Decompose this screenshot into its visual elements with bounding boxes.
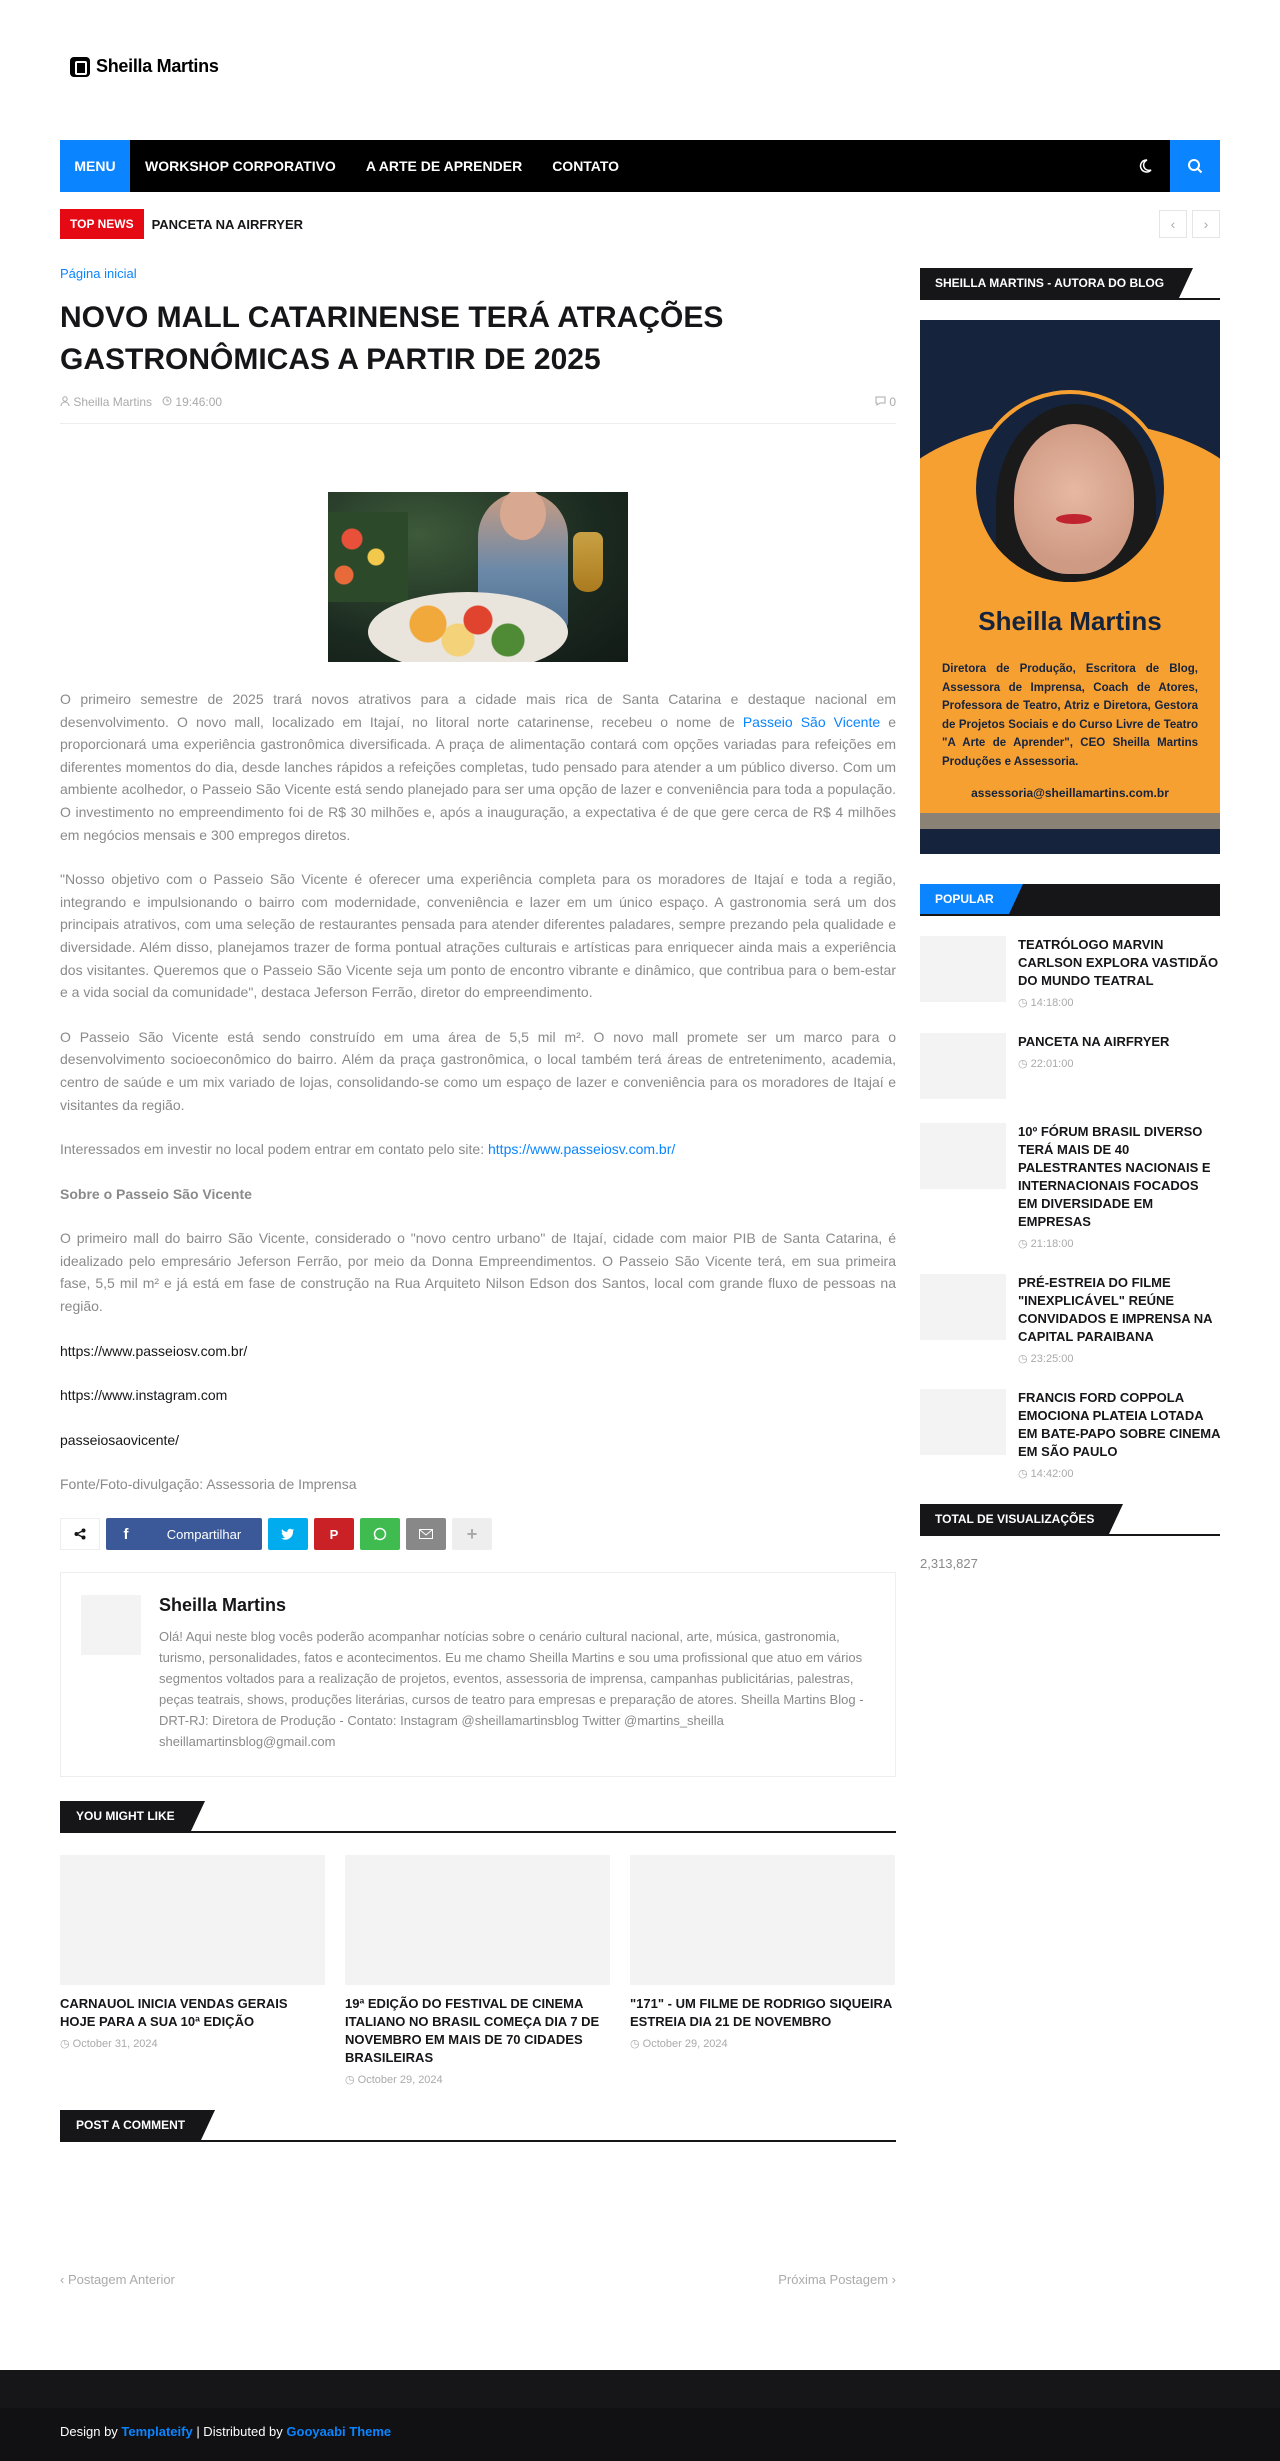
nav-item-contato[interactable]: CONTATO xyxy=(552,158,620,174)
related-thumb[interactable] xyxy=(630,1855,895,1985)
comments-number: 0 xyxy=(889,395,896,409)
comments-heading: POST A COMMENT xyxy=(60,2110,896,2142)
time-meta xyxy=(162,395,222,409)
popular-time: ◷ 14:18:00 xyxy=(1018,997,1074,1009)
popular-title[interactable]: TEATRÓLOGO MARVIN CARLSON EXPLORA VASTIDÃO DO MUNDO TEATRAL xyxy=(1018,937,1219,988)
pinterest-share-button[interactable] xyxy=(314,1518,354,1550)
popular-thumb[interactable] xyxy=(920,1033,1006,1099)
views-heading: TOTAL DE VISUALIZAÇÕES xyxy=(920,1504,1220,1536)
paragraph: O primeiro mall do bairro São Vicente, considerado o "novo centro urbano" de Itajaí, cidade com maior PIB de Santa Catarina, é idealizado pelo empresário Jeferson Ferrão, por meio da Donna Empreendimentos. O Passeio São Vicente terá, em sua primeira fase, 5,5 mil m² e já está em fase de construção na Rua Arquiteto Nilson Edson dos Santos, local com grande fluxo de pessoas na região. xyxy=(60,1230,896,1315)
related-card[interactable] xyxy=(345,1855,610,2086)
popular-title[interactable]: 10º FÓRUM BRASIL DIVERSO TERÁ MAIS DE 40 PALESTRANTES NACIONAIS E INTERNACIONAIS FOCADOS EM DIVERSIDADE EM EMPRESAS xyxy=(1018,1124,1211,1229)
popular-item[interactable] xyxy=(920,1123,1220,1250)
paragraph: "Nosso objetivo com o Passeio São Vicente é oferecer uma experiência completa para os moradores de Itajaí e toda a região, integrando e impulsionando o bairro com modernidade, conveniência e lazer em um único espaço. A gastronomia será um dos principais atrativos, com uma seleção de restaurantes pensada para atender diferentes paladares, sempre prezando pela qualidade e diversidade. Além disso, planejamos trazer de forma pontual atrações culturais e artísticas para enriquecer ainda mais a experiência dos visitantes. Queremos que o Passeio São Vicente seja um ponto de encontro vibrante e dinâmico, que contribua para o bem-estar e a vida social da comunidade", destaca Jeferson Ferrão, diretor do empreendimento. xyxy=(60,871,896,1001)
popular-thumb[interactable] xyxy=(920,1389,1006,1455)
site-header xyxy=(60,0,1220,140)
profile-photo xyxy=(972,390,1168,586)
breadcrumb[interactable]: Página inicial xyxy=(60,266,137,281)
author-avatar xyxy=(81,1595,141,1655)
post-author: Sheilla Martins xyxy=(73,395,153,409)
nav-item-workshop[interactable]: WORKSHOP CORPORATIVO xyxy=(145,158,336,174)
related-card[interactable] xyxy=(630,1855,895,2086)
page xyxy=(60,0,1220,2461)
paragraph: Interessados em investir no local podem entrar em contato pelo site: https://www.passeiosv.com.br/ xyxy=(60,1141,676,1158)
user-icon xyxy=(60,396,70,406)
popular-list xyxy=(920,936,1220,1480)
related-title[interactable]: 19ª EDIÇÃO DO FESTIVAL DE CINEMA ITALIANO NO BRASIL COMEÇA DIA 7 DE NOVEMBRO EM MAIS DE 70 CIDADES BRASILEIRAS xyxy=(345,1996,600,2066)
related-date: ◷ October 31, 2024 xyxy=(60,2038,158,2051)
ticker-prev-button[interactable]: ‹ xyxy=(1159,210,1187,238)
sidebar xyxy=(920,268,1220,1571)
twitter-icon xyxy=(281,1528,295,1540)
related-thumb[interactable] xyxy=(60,1855,325,1985)
envelope-icon xyxy=(419,1529,433,1539)
subheading: Sobre o Passeio São Vicente xyxy=(60,1185,252,1202)
author-bio: Olá! Aqui neste blog vocês poderão acompanhar notícias sobre o cenário cultural nacional, arte, música, gastronomia, turismo, personalidades, fatos e acontecimentos. Eu me chamo Sheilla Martins e sou uma profissional que atuo em vários segmentos voltados para a realização de projetos, eventos, assessoria de imprensa, campanhas publicitárias, palestras, peças teatrais, shows, produções literárias, cursos de teatro para empresas e preparação de atores. Sheilla Martins Blog - DRT-RJ: Diretora de Produção - Contato: Instagram @sheillamartinsblog Twitter @martins_sheilla sheillamartinsblog@gmail.com xyxy=(159,1629,864,1750)
popular-time: ◷ 21:18:00 xyxy=(1018,1238,1074,1250)
author-meta[interactable] xyxy=(60,395,152,409)
ticker-headline[interactable]: PANCETA NA AIRFRYER xyxy=(151,216,304,232)
footer-credits: Design by Templateify | Distributed by Gooyaabi Theme xyxy=(60,2424,392,2439)
author-name[interactable]: Sheilla Martins xyxy=(159,1595,287,1616)
profile-widget-heading: SHEILLA MARTINS - AUTORA DO BLOG xyxy=(920,268,1220,300)
related-posts xyxy=(60,1855,896,2086)
popular-thumb[interactable] xyxy=(920,1123,1006,1189)
whatsapp-icon xyxy=(373,1527,387,1541)
related-thumb[interactable] xyxy=(345,1855,610,1985)
site-logo[interactable] xyxy=(70,56,219,77)
plus-icon: + xyxy=(466,1523,478,1544)
related-title[interactable]: "171" - UM FILME DE RODRIGO SIQUEIRA ESTREIA DIA 21 DE NOVEMBRO xyxy=(630,1996,892,2030)
main-content xyxy=(60,266,896,2287)
popular-heading: POPULAR xyxy=(920,884,1220,916)
popular-item[interactable] xyxy=(920,1033,1220,1099)
popular-time: ◷ 23:25:00 xyxy=(1018,1353,1074,1365)
search-icon xyxy=(1187,158,1203,174)
views-count: 2,313,827 xyxy=(920,1556,978,1571)
ticker-next-button[interactable]: › xyxy=(1192,210,1220,238)
share-bar xyxy=(60,1518,896,1550)
related-date: ◷ October 29, 2024 xyxy=(630,2038,728,2051)
more-share-button[interactable] xyxy=(452,1518,492,1550)
nav-item-arte-de-aprender[interactable]: A ARTE DE APRENDER xyxy=(365,158,523,174)
image-glass xyxy=(573,532,603,592)
clock-icon xyxy=(162,396,172,406)
news-ticker xyxy=(60,208,1220,240)
designer-link[interactable]: Templateify xyxy=(121,2424,193,2439)
twitter-share-button[interactable] xyxy=(268,1518,308,1550)
dark-mode-toggle[interactable] xyxy=(1120,140,1170,192)
related-title[interactable]: CARNAUOL INICIA VENDAS GERAIS HOJE PARA A SUA 10ª EDIÇÃO xyxy=(60,1996,288,2030)
search-button[interactable] xyxy=(1170,140,1220,192)
popular-thumb[interactable] xyxy=(920,936,1006,1002)
share-icon xyxy=(60,1518,100,1550)
comment-area xyxy=(60,2142,896,2272)
facebook-icon: f xyxy=(123,1525,129,1543)
facebook-share-label: Compartilhar xyxy=(166,1526,242,1542)
profile-name: Sheilla Martins xyxy=(978,606,1162,636)
post-time: 19:46:00 xyxy=(175,395,223,409)
popular-time: ◷ 22:01:00 xyxy=(1018,1058,1074,1070)
popular-item[interactable] xyxy=(920,1274,1220,1365)
passeio-link[interactable]: Passeio São Vicente xyxy=(742,713,881,730)
author-box xyxy=(60,1572,896,1777)
popular-item[interactable] xyxy=(920,936,1220,1009)
whatsapp-share-button[interactable] xyxy=(360,1518,400,1550)
popular-thumb[interactable] xyxy=(920,1274,1006,1340)
image-flowers xyxy=(328,512,408,602)
related-date: ◷ October 29, 2024 xyxy=(345,2074,443,2087)
top-news-badge: TOP NEWS xyxy=(60,209,144,239)
post-image xyxy=(328,492,628,662)
next-post-link[interactable]: Próxima Postagem › xyxy=(778,2272,896,2288)
popular-title[interactable]: PANCETA NA AIRFRYER xyxy=(1018,1034,1170,1049)
related-card[interactable] xyxy=(60,1855,325,2086)
popular-title[interactable]: FRANCIS FORD COPPOLA EMOCIONA PLATEIA LOTADA EM BATE-PAPO SOBRE CINEMA EM SÃO PAULO xyxy=(1018,1390,1220,1459)
post-title: NOVO MALL CATARINENSE TERÁ ATRAÇÕES GASTRONÔMICAS A PARTIR DE 2025 xyxy=(60,301,724,376)
comment-icon xyxy=(875,396,886,406)
profile-banner[interactable] xyxy=(920,320,1220,854)
popular-title[interactable]: PRÉ-ESTREIA DO FILME "INEXPLICÁVEL" REÚNE CONVIDADOS E IMPRENSA NA CAPITAL PARAIBANA xyxy=(1018,1275,1213,1344)
email-share-button[interactable] xyxy=(406,1518,446,1550)
source-credit: Fonte/Foto-divulgação: Assessoria de Imprensa xyxy=(60,1476,357,1493)
popular-time: ◷ 14:42:00 xyxy=(1018,1468,1074,1480)
blogger-icon xyxy=(70,57,90,77)
instagram-url: https://www.instagram.com xyxy=(60,1387,228,1404)
logo-text: Sheilla Martins xyxy=(96,56,219,76)
site-link[interactable]: https://www.passeiosv.com.br/ xyxy=(488,1141,676,1158)
profile-email: assessoria@sheillamartins.com.br xyxy=(971,786,1169,800)
post-body xyxy=(60,688,896,1496)
site-footer xyxy=(0,2370,1280,2461)
image-plate xyxy=(368,592,568,662)
moon-icon xyxy=(1137,158,1153,174)
paragraph: O Passeio São Vicente está sendo construído em uma área de 5,5 mil m². O novo mall promete ser um marco para o desenvolvimento socioeconômico do bairro. Além da praça gastronômica, o local também terá áreas de entretenimento, academia, centro de saúde e um mix variado de lojas, consolidando-se como um espaço de lazer e conveniência para os moradores de Itajaí e visitantes da região. xyxy=(60,1028,896,1113)
post-meta xyxy=(60,395,896,424)
menu-button[interactable]: MENU xyxy=(60,140,130,192)
main-nav xyxy=(60,140,1220,192)
instagram-handle: passeiosaovicente/ xyxy=(60,1431,180,1448)
profile-description: Diretora de Produção, Escritora de Blog, Assessora de Imprensa, Coach de Atores, Professora de Teatro, Atriz e Diretora, Gestora de Projetos Sociais e do Curso Livre de Teatro "A Arte de Aprender", CEO Sheilla Martins Produções e Assessoria. xyxy=(942,663,1198,768)
post-pager xyxy=(60,2272,896,2287)
comments-count[interactable] xyxy=(875,395,896,409)
facebook-share-button[interactable] xyxy=(106,1518,262,1550)
website-url: https://www.passeiosv.com.br/ xyxy=(60,1342,248,1359)
pinterest-icon: P xyxy=(329,1526,339,1542)
popular-item[interactable] xyxy=(920,1389,1220,1480)
distributor-link[interactable]: Gooyaabi Theme xyxy=(286,2424,392,2439)
related-heading: YOU MIGHT LIKE xyxy=(60,1801,896,1833)
prev-post-link[interactable]: ‹ Postagem Anterior xyxy=(60,2272,175,2288)
paragraph: O primeiro semestre de 2025 trará novos atrativos para a cidade mais rica de Santa Catarina e destaque nacional em desenvolvimento. O novo mall, localizado em Itajaí, no litoral norte catarinense, recebeu o nome de Passeio São Vicente e proporcionará uma experiência gastronômica diversificada. A praça de alimentação contará com opções variadas para refeições em diferentes momentos do dia, desde lanches rápidos a refeições completas, tudo pensado para atender a um público diverso. Com um ambiente acolhedor, o Passeio São Vicente está sendo planejado para ser uma opção de lazer e conveniência para toda a população. O investimento no empreendimento foi de R$ 30 milhões e, após a inauguração, a expectativa é de que gere cerca de R$ 4 milhões em negócios mensais e 300 empregos diretos. xyxy=(60,691,896,843)
